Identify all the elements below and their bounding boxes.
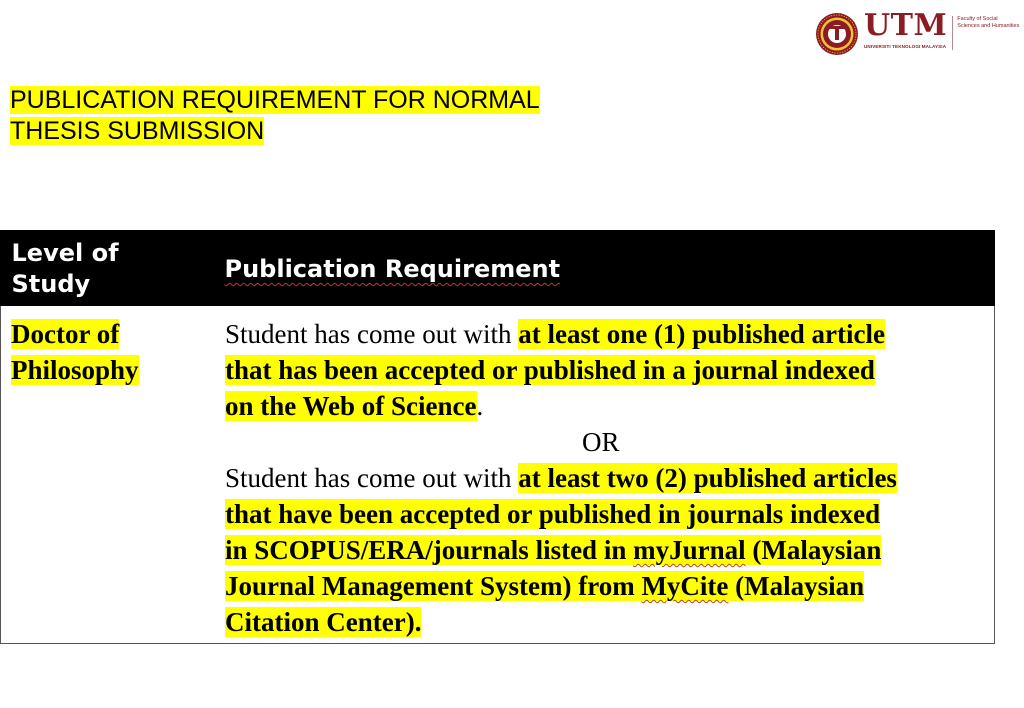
req-text: .	[476, 391, 484, 421]
req-line	[225, 568, 985, 604]
req-highlight: Citation Center).	[225, 607, 422, 637]
req-line	[225, 352, 985, 388]
req-highlight-mycite: MyCite	[641, 571, 729, 601]
level-line-1: Doctor of	[11, 319, 120, 349]
title-line-1: PUBLICATION REQUIREMENT FOR NORMAL	[10, 86, 540, 114]
req-highlight: in SCOPUS/ERA/journals listed in	[225, 535, 634, 565]
university-name: UNIVERSITI TEKNOLOGI MALAYSIA	[864, 44, 947, 49]
req-highlight: (Malaysian	[728, 571, 865, 601]
utm-logo	[815, 8, 1020, 58]
utm-brand-text: UTM	[864, 8, 948, 43]
req-highlight: on the Web of Science	[225, 391, 477, 421]
req-line	[225, 496, 985, 532]
page-title	[10, 85, 540, 147]
header-publication-requirement: Publication Requirement	[224, 255, 561, 283]
req-highlight: Journal Management System) from	[225, 571, 642, 601]
req-highlight: at least one (1) published article	[518, 319, 885, 349]
utm-seal-icon	[815, 12, 859, 56]
or-text: OR	[582, 427, 620, 457]
logo-divider	[952, 16, 953, 50]
req-highlight: at least two (2) published articles	[518, 463, 897, 493]
req-highlight: (Malaysian	[745, 535, 882, 565]
faculty-name: Faculty of Social Sciences and Humanities	[957, 16, 1020, 29]
publication-requirement-table	[0, 230, 995, 644]
req-line	[225, 532, 985, 568]
or-separator	[225, 424, 985, 460]
header-level-of-study: Level of Study	[11, 239, 119, 298]
req-line	[225, 388, 985, 424]
level-cell	[11, 316, 191, 388]
req-highlight: that has been accepted or published in a journal indexed	[225, 355, 875, 385]
req-line	[225, 460, 985, 496]
level-line-2: Philosophy	[11, 355, 139, 385]
req-highlight-myjurnal: myJurnal	[633, 535, 746, 565]
req-text: Student has come out with	[225, 319, 519, 349]
req-line	[225, 316, 985, 352]
table-header	[0, 230, 995, 306]
req-line	[225, 604, 985, 640]
req-text: Student has come out with	[225, 463, 519, 493]
requirement-cell	[225, 316, 985, 640]
req-highlight: that have been accepted or published in journals indexed	[225, 499, 881, 529]
title-line-2: THESIS SUBMISSION	[10, 117, 265, 145]
